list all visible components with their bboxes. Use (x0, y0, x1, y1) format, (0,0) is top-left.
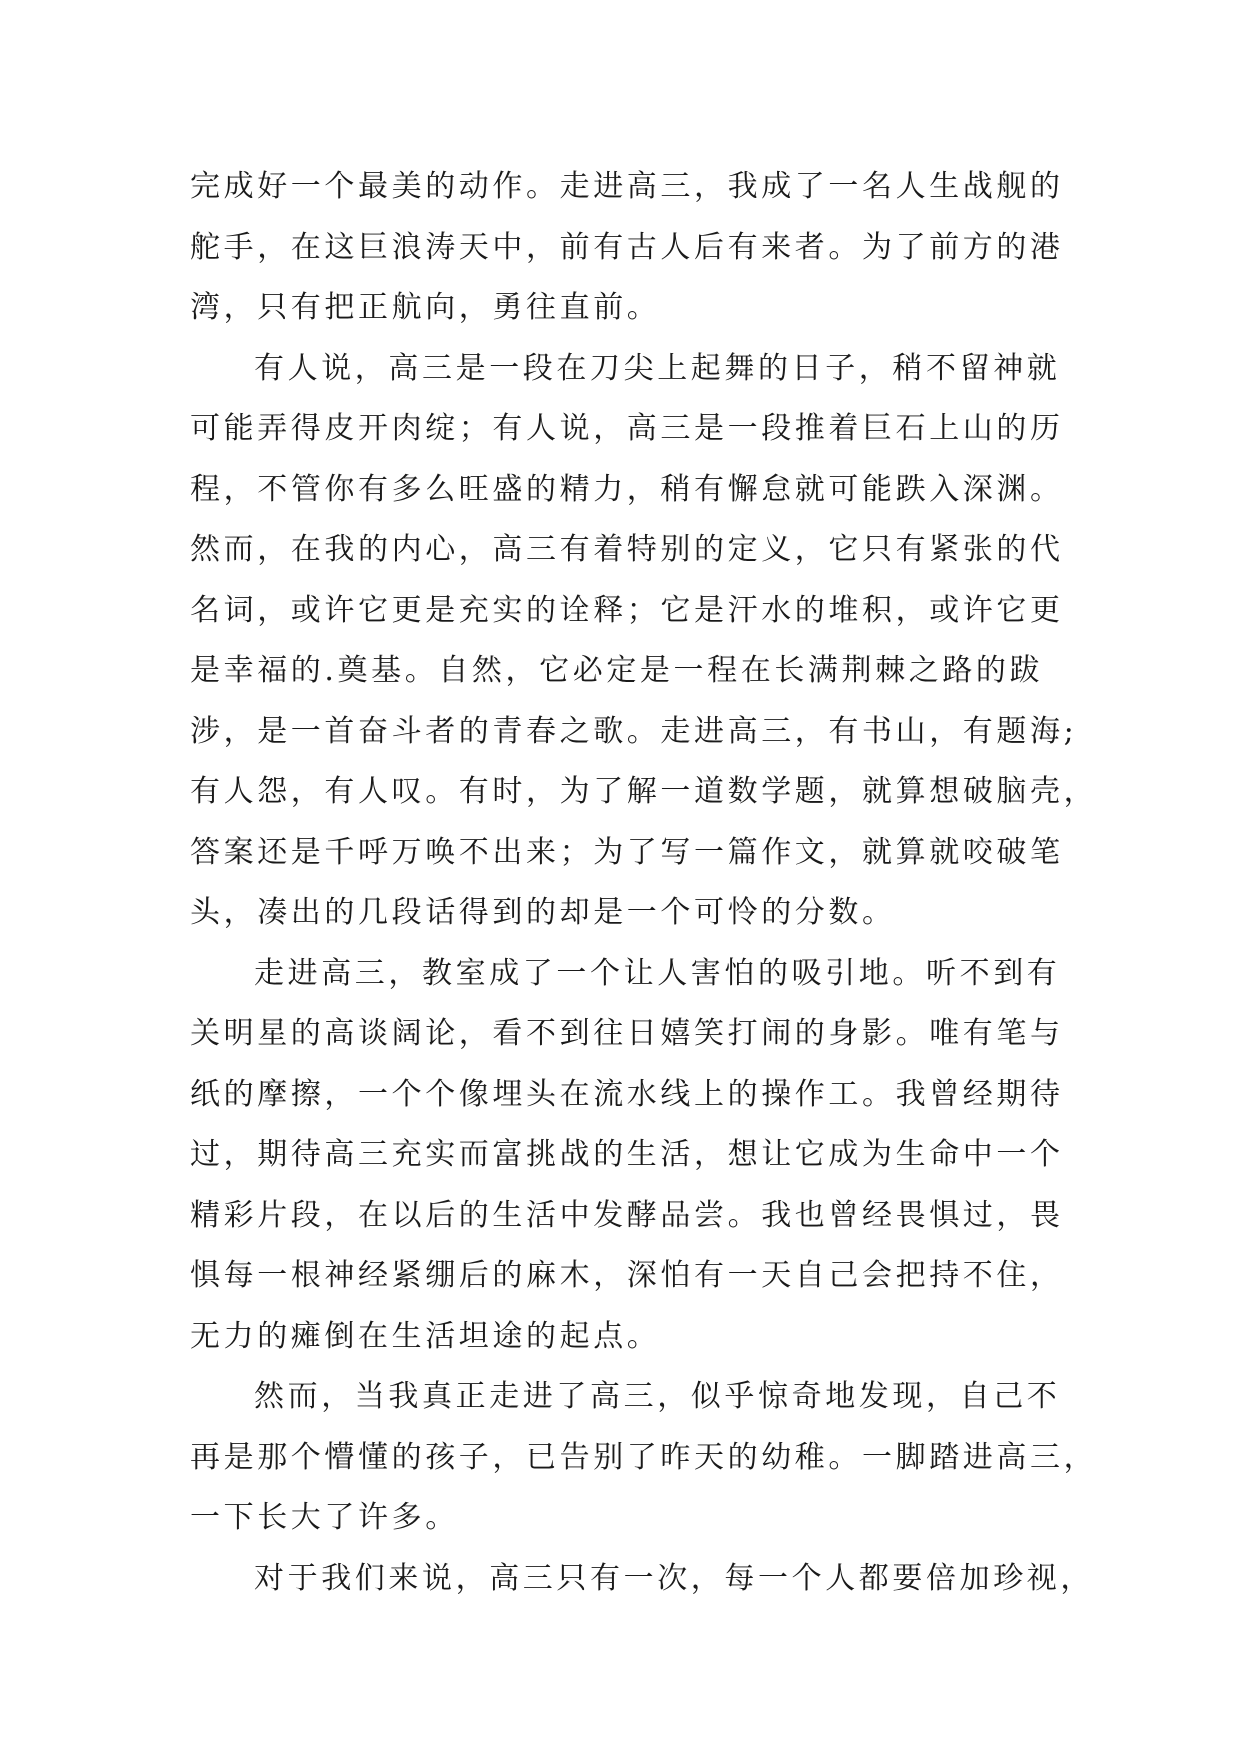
text-line: 惧每一根神经紧绷后的麻木，深怕有一天自己会把持不住， (190, 1258, 1064, 1293)
text-line: 答案还是千呼万唤不出来；为了写一篇作文，就算就咬破笔 (190, 834, 1064, 870)
text-line: 可能弄得皮开肉绽；有人说，高三是一段推着巨石上山的历 (190, 411, 1064, 446)
text-line: 再是那个懵懂的孩子，已告别了昨天的幼稚。一脚踏进高三， (190, 1439, 1098, 1475)
text-line: 有人怨，有人叹。有时，为了解一道数学题，就算想破脑壳， (190, 774, 1098, 809)
text-line: 过，期待高三充实而富挑战的生活，想让它成为生命中一个 (190, 1137, 1064, 1172)
text-line: 无力的瘫倒在生活坦途的起点。 (190, 1318, 661, 1354)
paragraph-start-line: 然而，当我真正走进了高三，似乎惊奇地发现，自己不 (254, 1379, 1061, 1414)
text-line: 关明星的高谈阔论，看不到往日嬉笑打闹的身影。唯有笔与 (190, 1016, 1064, 1051)
text-line: 名词，或许它更是充实的诠释；它是汗水的堆积，或许它更 (190, 592, 1064, 628)
text-line: 舵手，在这巨浪涛天中，前有古人后有来者。为了前方的港 (190, 229, 1064, 265)
text-line: 涉，是一首奋斗者的青春之歌。走进高三，有书山，有题海; (190, 713, 1078, 749)
paragraph-start-line: 对于我们来说，高三只有一次，每一个人都要倍加珍视， (254, 1560, 1094, 1596)
text-line: 完成好一个最美的动作。走进高三，我成了一名人生战舰的 (190, 169, 1064, 204)
paragraph-start-line: 走进高三，教室成了一个让人害怕的吸引地。听不到有 (254, 955, 1061, 991)
text-line: 然而，在我的内心，高三有着特别的定义，它只有紧张的代 (190, 532, 1064, 567)
text-line: 湾，只有把正航向，勇往直前。 (190, 290, 661, 325)
text-line: 头，凑出的几段话得到的却是一个可怜的分数。 (190, 895, 896, 930)
body-text (190, 157, 1098, 1609)
paragraph-start-line: 有人说，高三是一段在刀尖上起舞的日子，稍不留神就 (254, 350, 1061, 386)
text-line: 是幸福的.奠基。自然，它必定是一程在长满荆棘之路的跋 (190, 653, 1044, 688)
text-line: 一下长大了许多。 (190, 1500, 459, 1535)
text-line: 纸的摩擦，一个个像埋头在流水线上的操作工。我曾经期待 (190, 1076, 1064, 1112)
text-line: 程，不管你有多么旺盛的精力，稍有懈怠就可能跌入深渊。 (190, 471, 1064, 507)
text-line: 精彩片段，在以后的生活中发酵品尝。我也曾经畏惧过，畏 (190, 1197, 1064, 1233)
